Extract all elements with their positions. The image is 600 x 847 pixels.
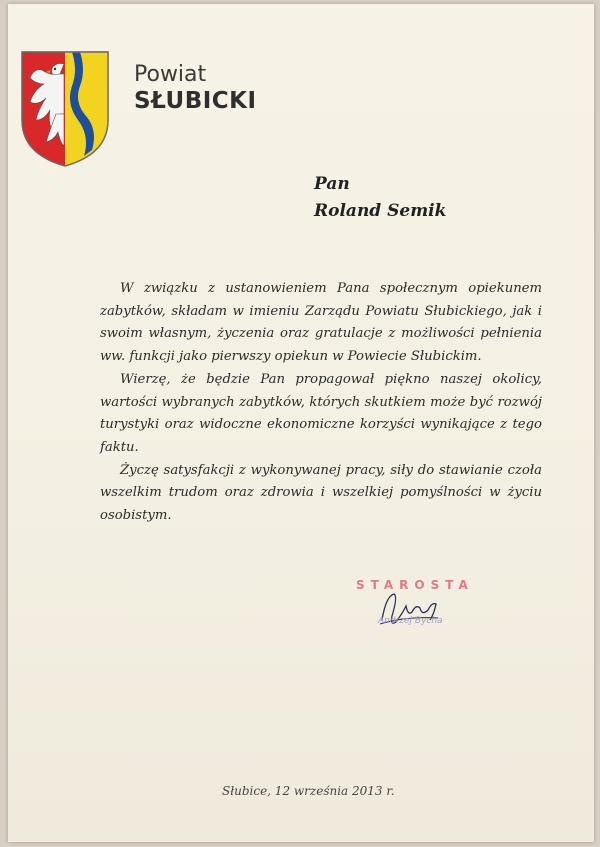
signature-name: Andrzej Bycha (378, 616, 443, 626)
signature-block (338, 574, 498, 644)
paragraph-3: Życzę satysfakcji z wykonywanej pracy, siły do stawianie czoła wszelkim trudom oraz zdrowia i wszelkiej pomyślności w życiu osobistym. (100, 462, 542, 524)
letter-page (8, 4, 594, 842)
paragraph-2: Wierzę, że będzie Pan propagował piękno naszej okolicy, wartości wybranych zabytków, których skutkiem może być rozwój turystyki oraz widoczne ekonomiczne korzyści wynikające z tego faktu. (100, 371, 542, 455)
coat-of-arms-icon (20, 50, 110, 168)
recipient-name: Roland Semik (314, 201, 447, 221)
signature-title: STAROSTA (356, 578, 474, 592)
letterhead-line1: Powiat (134, 62, 207, 87)
letter-body (100, 278, 542, 528)
place-date: Słubice, 12 września 2013 r. (222, 784, 395, 798)
letterhead (20, 50, 320, 170)
recipient-salutation: Pan (314, 174, 350, 194)
paragraph-1: W związku z ustanowieniem Pana społecznym opiekunem zabytków, składam w imieniu Zarządu Powiatu Słubickiego, jak i swoim własnym, życzenia oraz gratulacje z możliwości pełnienia ww. funkcji jako pierwszy opiekun w Powiecie Słubickim. (100, 281, 542, 365)
letterhead-line2: SŁUBICKI (134, 88, 257, 114)
